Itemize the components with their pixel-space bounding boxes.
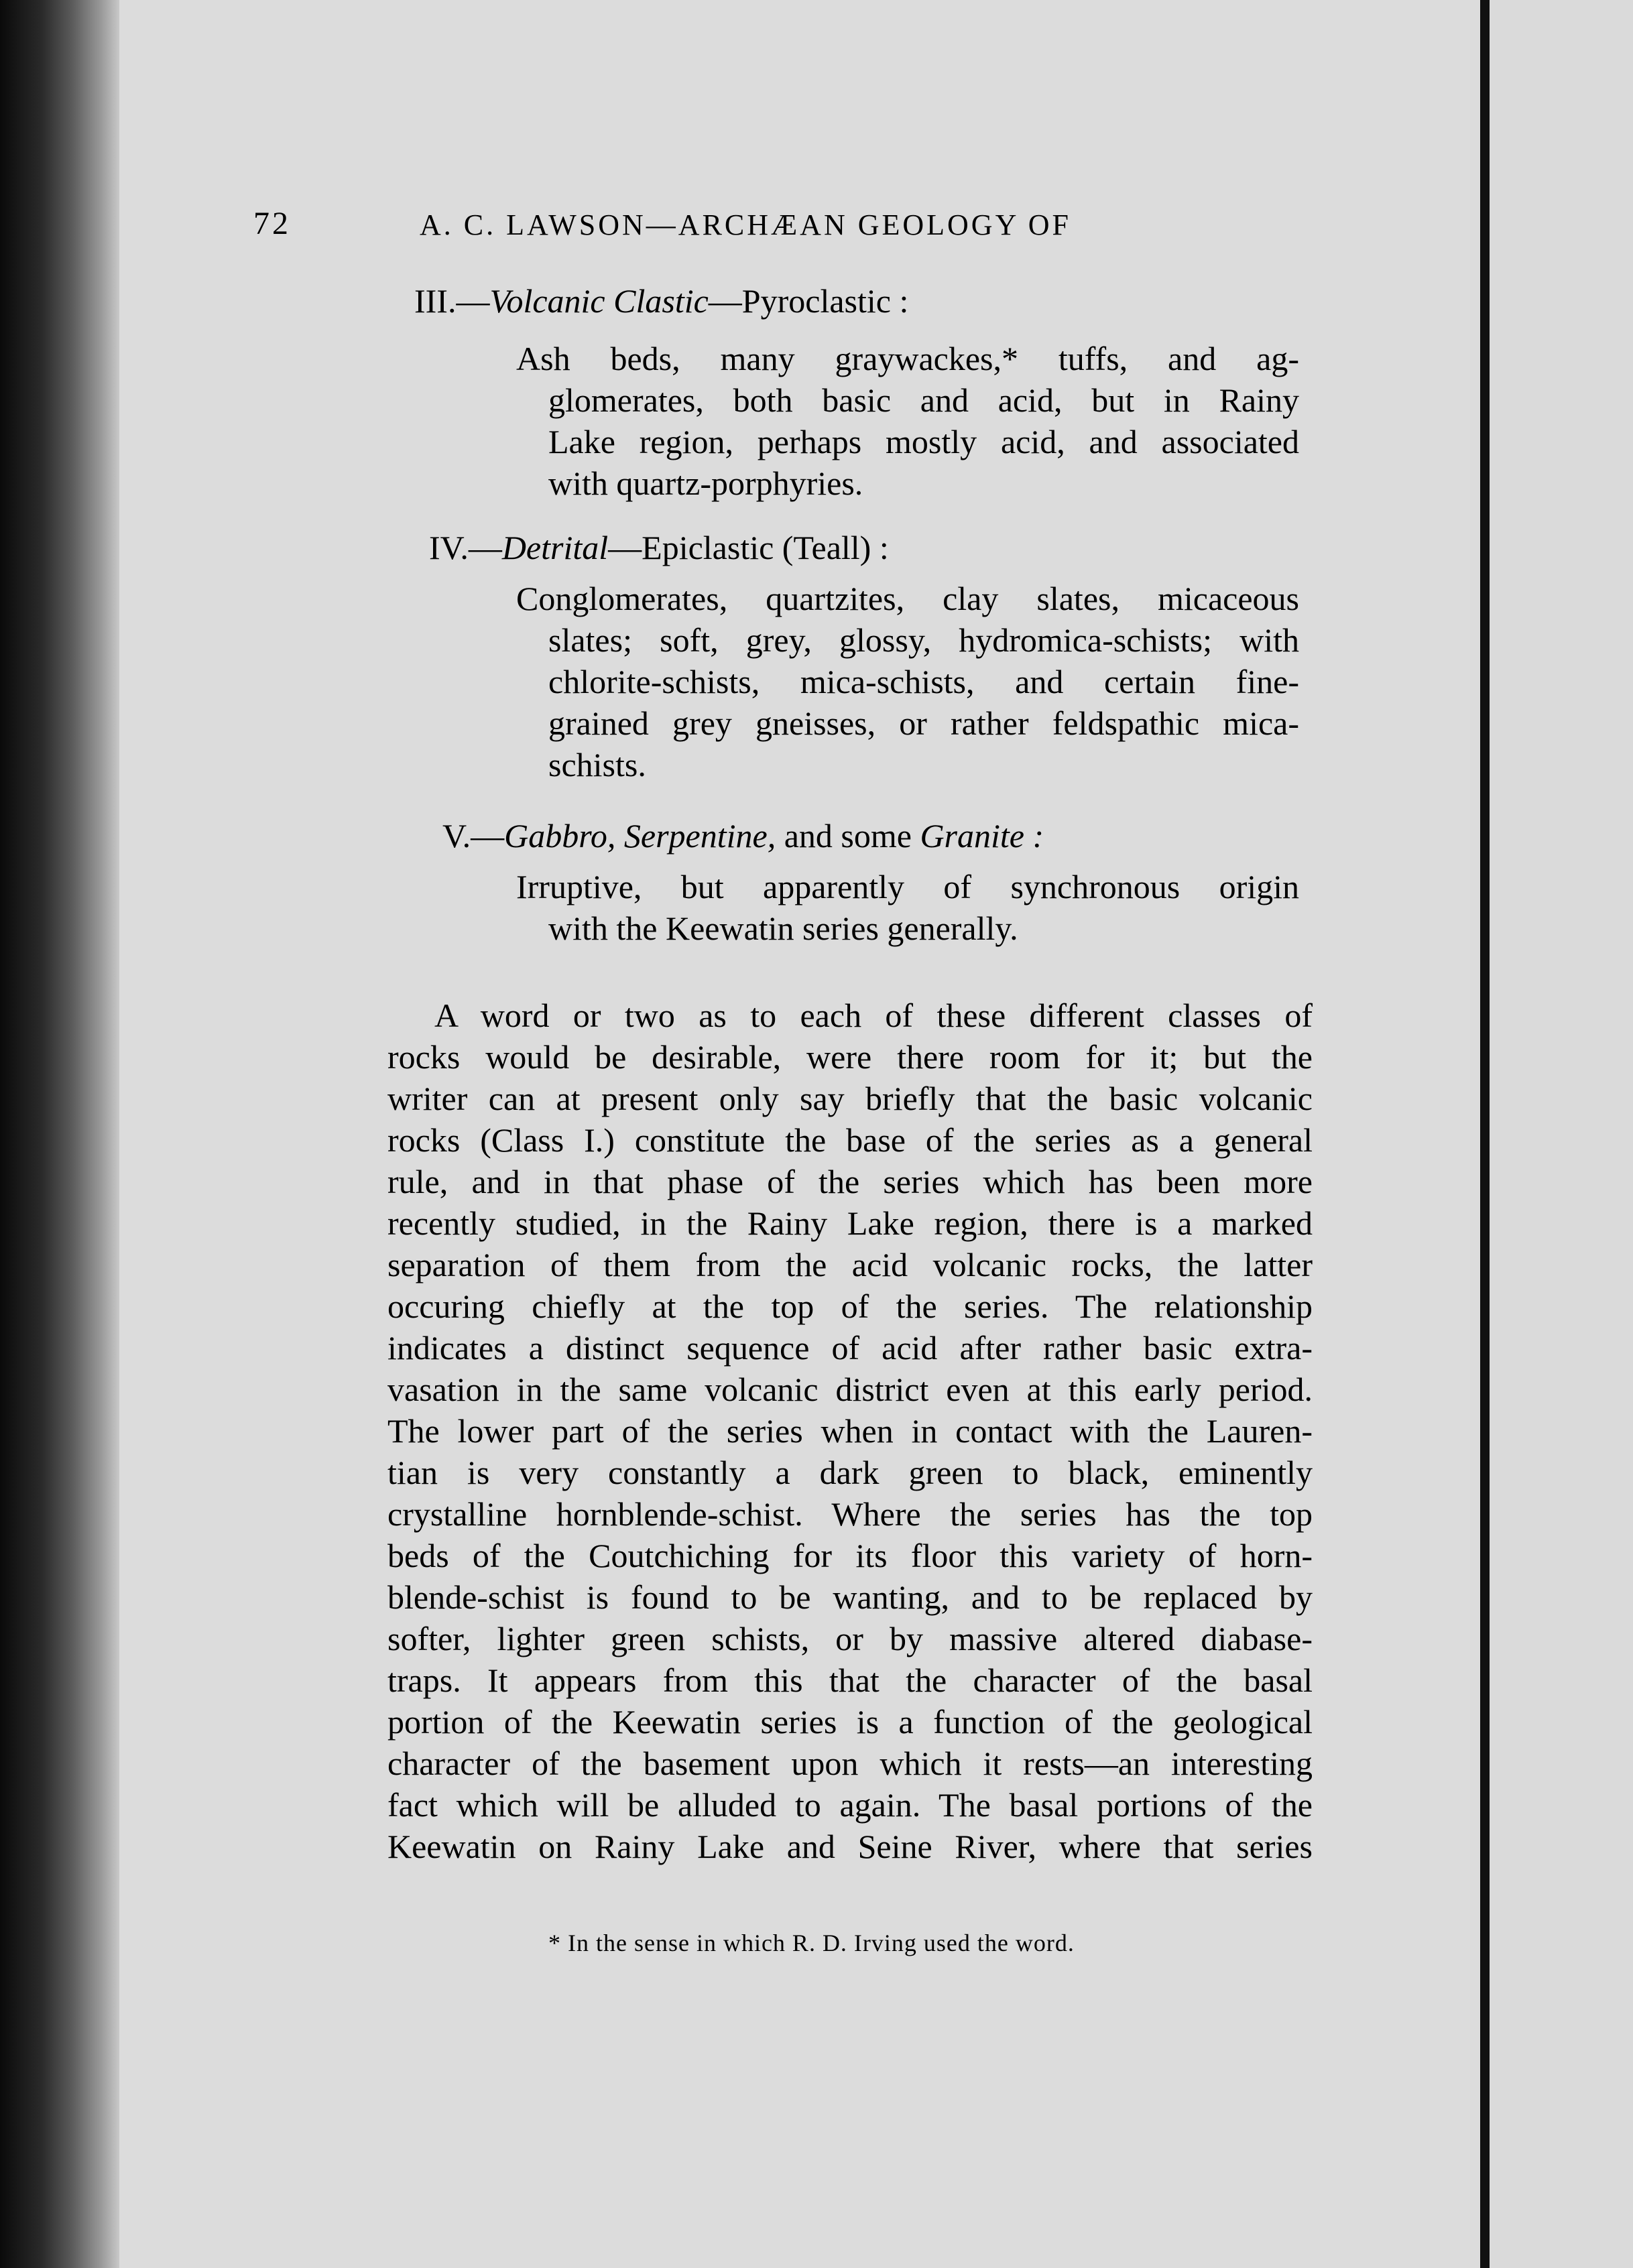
- paragraph-line: indicates a distinct sequence of acid after rather basic extra-: [387, 1329, 1313, 1367]
- section-heading-mid: and some: [776, 817, 920, 855]
- paragraph-line: character of the basement upon which it rests—an interesting: [387, 1745, 1313, 1782]
- section-numeral: V.—: [442, 817, 505, 855]
- footnote: * In the sense in which R. D. Irving used the word.: [548, 1930, 1075, 1956]
- section-numeral: IV.—: [429, 529, 502, 566]
- section-line: Irruptive, but apparently of synchronous origin: [516, 868, 1299, 905]
- paragraph-line: tian is very constantly a dark green to black, eminently: [387, 1454, 1313, 1491]
- running-title: A. C. LAWSON—ARCHÆAN GEOLOGY OF: [420, 208, 1071, 241]
- paragraph-line: blende-schist is found to be wanting, and to be replaced by: [387, 1578, 1313, 1616]
- page-number: 72: [253, 206, 291, 241]
- section-line: chlorite-schists, mica-schists, and certain fine-: [548, 663, 1299, 700]
- paragraph-line: softer, lighter green schists, or by massive altered diabase-: [387, 1620, 1313, 1657]
- paragraph-line: A word or two as to each of these different classes of: [434, 997, 1313, 1034]
- section-heading-iii: [414, 280, 908, 322]
- running-head: [253, 205, 1326, 245]
- paragraph-line: rocks would be desirable, were there room for it; but the: [387, 1038, 1313, 1076]
- paragraph-line: occuring chiefly at the top of the series. The relationship: [387, 1287, 1313, 1325]
- scan-binding-edge: [0, 0, 119, 2268]
- section-heading-rest: —Pyroclastic :: [708, 282, 909, 320]
- paragraph-line: writer can at present only say briefly that the basic volcanic: [387, 1080, 1313, 1117]
- paragraph-line: separation of them from the acid volcanic rocks, the latter: [387, 1246, 1313, 1283]
- paragraph-line: Keewatin on Rainy Lake and Seine River, where that series: [387, 1828, 1313, 1865]
- paragraph-line: traps. It appears from this that the character of the basal: [387, 1661, 1313, 1699]
- book-gutter: [1480, 0, 1490, 2268]
- section-line: slates; soft, grey, glossy, hydromica-schists; with: [548, 621, 1299, 659]
- section-heading-v: [442, 815, 1044, 857]
- section-heading-italic: Volcanic Clastic: [489, 282, 709, 320]
- section-heading-italic: Granite :: [920, 817, 1044, 855]
- section-heading-rest: —Epiclastic (Teall) :: [608, 529, 889, 566]
- section-heading-italic: Gabbro, Serpentine,: [504, 817, 776, 855]
- section-line: glomerates, both basic and acid, but in Rainy: [548, 381, 1299, 419]
- section-heading-iv: [429, 527, 889, 568]
- section-line: Lake region, perhaps mostly acid, and associated: [548, 423, 1299, 460]
- paragraph-line: rule, and in that phase of the series which has been more: [387, 1163, 1313, 1200]
- facing-page-edge: [1490, 0, 1633, 2268]
- section-line: Conglomerates, quartzites, clay slates, micaceous: [516, 580, 1299, 617]
- paragraph-line: recently studied, in the Rainy Lake region, there is a marked: [387, 1204, 1313, 1242]
- section-line: Ash beds, many graywackes,* tuffs, and ag-: [516, 340, 1299, 377]
- section-line: schists.: [548, 746, 646, 783]
- section-line: with quartz-porphyries.: [548, 464, 863, 502]
- paragraph-line: crystalline hornblende-schist. Where the series has the top: [387, 1495, 1313, 1533]
- paragraph-line: beds of the Coutchiching for its floor this variety of horn-: [387, 1537, 1313, 1574]
- paragraph-line: portion of the Keewatin series is a function of the geological: [387, 1703, 1313, 1741]
- paragraph-line: The lower part of the series when in contact with the Lauren-: [387, 1412, 1313, 1450]
- paragraph-line: fact which will be alluded to again. The basal portions of the: [387, 1786, 1313, 1824]
- section-line: grained grey gneisses, or rather feldspathic mica-: [548, 704, 1299, 742]
- section-heading-italic: Detrital: [501, 529, 609, 566]
- section-numeral: III.—: [414, 282, 490, 320]
- paragraph-line: vasation in the same volcanic district even at this early period.: [387, 1371, 1313, 1408]
- section-line: with the Keewatin series generally.: [548, 909, 1018, 947]
- paragraph-line: rocks (Class I.) constitute the base of the series as a general: [387, 1121, 1313, 1159]
